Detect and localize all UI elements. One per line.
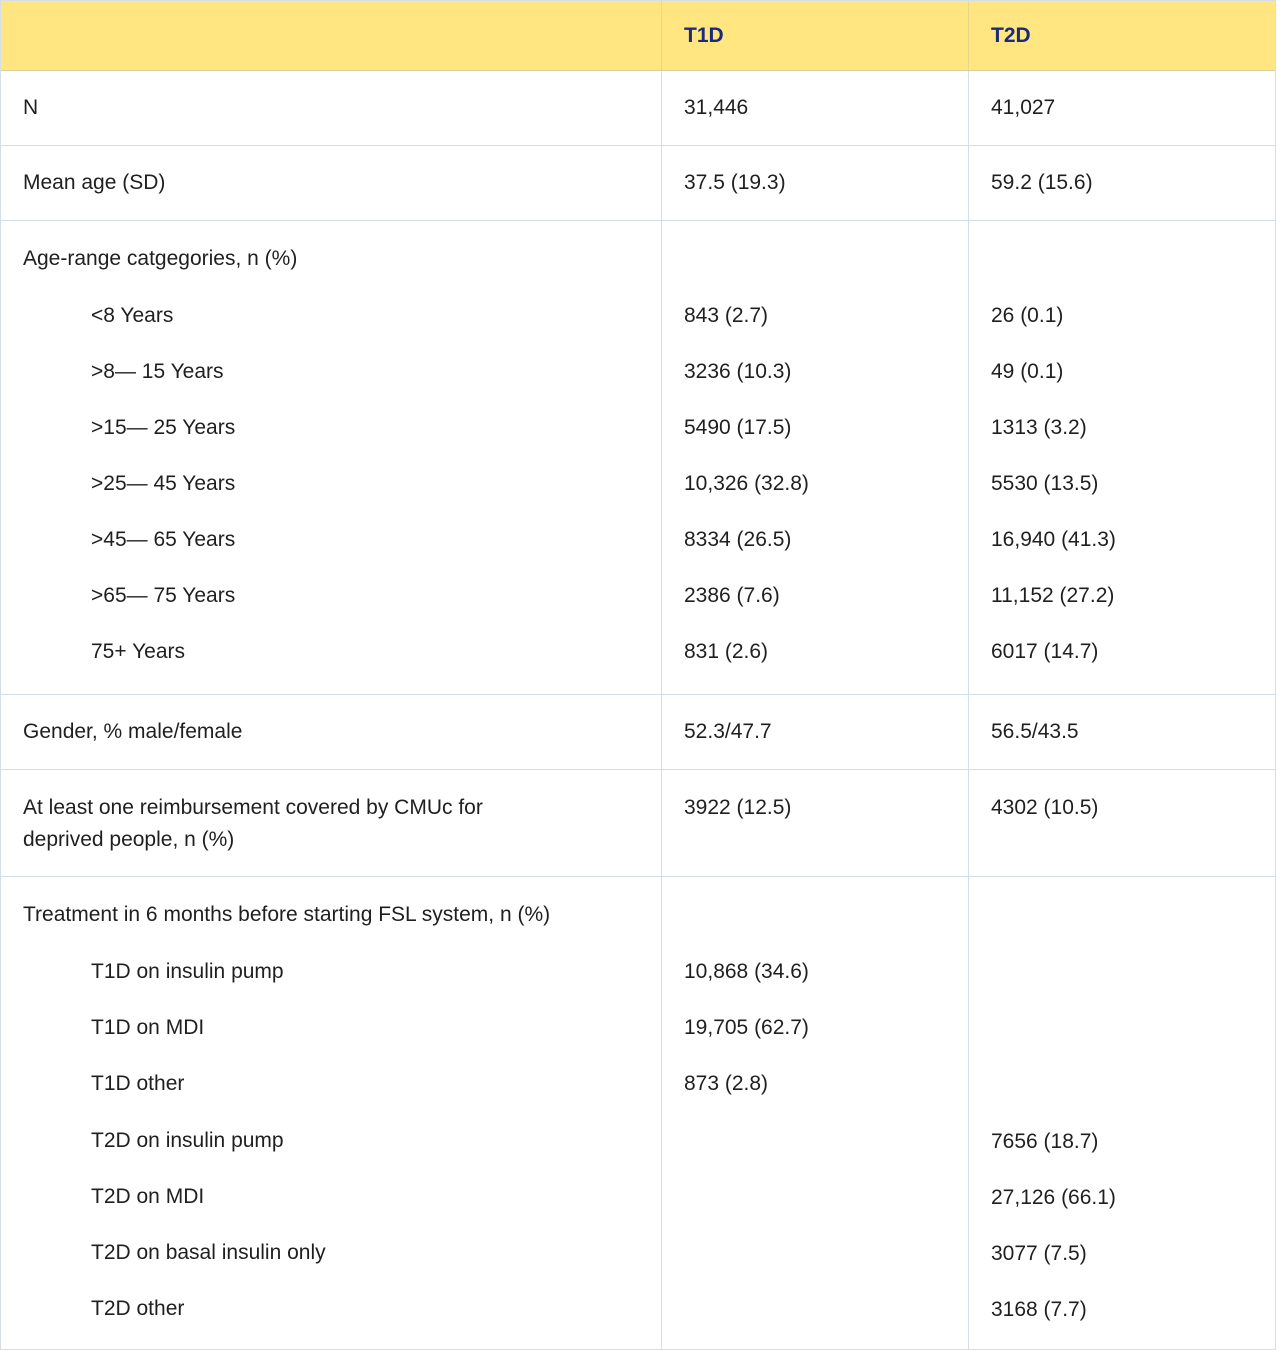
t1d-value: 843 (2.7) [684,304,769,327]
header-t1d-label: T1D [684,24,724,47]
t1d-value: 5490 (17.5) [684,416,792,439]
sub-row-label: T1D other [91,1072,185,1095]
sub-row-label: >65— 75 Years [91,584,236,607]
t2d-value: 56.5/43.5 [991,720,1079,743]
t2d-value: 59.2 (15.6) [991,171,1093,194]
t1d-value: 3236 (10.3) [684,360,792,383]
t2d-value: 16,940 (41.3) [991,528,1116,551]
sub-row-label: <8 Years [91,304,174,327]
t1d-value: 52.3/47.7 [684,720,772,743]
row-label: Mean age (SD) [23,171,166,194]
header-t2d-label: T2D [991,24,1031,47]
header-cell-empty [1,1,661,70]
table-row-gender [1,695,1275,770]
sub-row-label: >45— 65 Years [91,528,236,551]
sub-row-label: >25— 45 Years [91,472,236,495]
t1d-value: 19,705 (62.7) [684,1016,809,1039]
t1d-value: 37.5 (19.3) [684,171,786,194]
row-label-line1: At least one reimbursement covered by CMUc for [23,796,483,819]
t1d-value: 31,446 [684,96,749,119]
t1d-value: 2386 (7.6) [684,584,780,607]
t1d-value: 10,326 (32.8) [684,472,809,495]
table-row-treatment [1,877,1275,1350]
table-row-cmuc [1,770,1275,877]
t2d-value: 3077 (7.5) [991,1242,1087,1265]
sub-row-label: T2D on insulin pump [91,1129,284,1152]
t2d-value: 6017 (14.7) [991,640,1099,663]
sub-row-label: T2D on MDI [91,1185,205,1208]
t1d-value: 10,868 (34.6) [684,960,809,983]
sub-row-label: >8— 15 Years [91,360,224,383]
section-label: Age-range catgegories, n (%) [23,247,298,270]
sub-row-label: >15— 25 Years [91,416,236,439]
t2d-value: 41,027 [991,96,1056,119]
table-row-age-range [1,221,1275,695]
t2d-value: 3168 (7.7) [991,1298,1087,1321]
sub-row-label: T2D other [91,1297,185,1320]
t2d-value: 7656 (18.7) [991,1130,1099,1153]
t1d-value: 8334 (26.5) [684,528,792,551]
table-header-row [1,0,1275,71]
t2d-value: 27,126 (66.1) [991,1186,1116,1209]
header-cell-t2d [968,1,1277,70]
t1d-value: 3922 (12.5) [684,796,792,819]
sub-row-label: T2D on basal insulin only [91,1241,326,1264]
t2d-value: 49 (0.1) [991,360,1064,383]
section-label: Treatment in 6 months before starting FSL system, n (%) [23,903,551,926]
header-cell-t1d [661,1,968,70]
sub-row-label: T1D on MDI [91,1016,205,1039]
row-label-line2: deprived people, n (%) [23,828,235,851]
table-row-n [1,71,1275,146]
t1d-value: 831 (2.6) [684,640,769,663]
t2d-value: 11,152 (27.2) [991,584,1115,607]
table-row-mean-age [1,146,1275,221]
t2d-value: 5530 (13.5) [991,472,1099,495]
t1d-value: 873 (2.8) [684,1072,769,1095]
sub-row-label: T1D on insulin pump [91,960,284,983]
row-label: N [23,96,39,119]
sub-row-label: 75+ Years [91,640,186,663]
row-label: Gender, % male/female [23,720,243,743]
t2d-value: 1313 (3.2) [991,416,1087,439]
t2d-value: 4302 (10.5) [991,796,1099,819]
t2d-value: 26 (0.1) [991,304,1064,327]
